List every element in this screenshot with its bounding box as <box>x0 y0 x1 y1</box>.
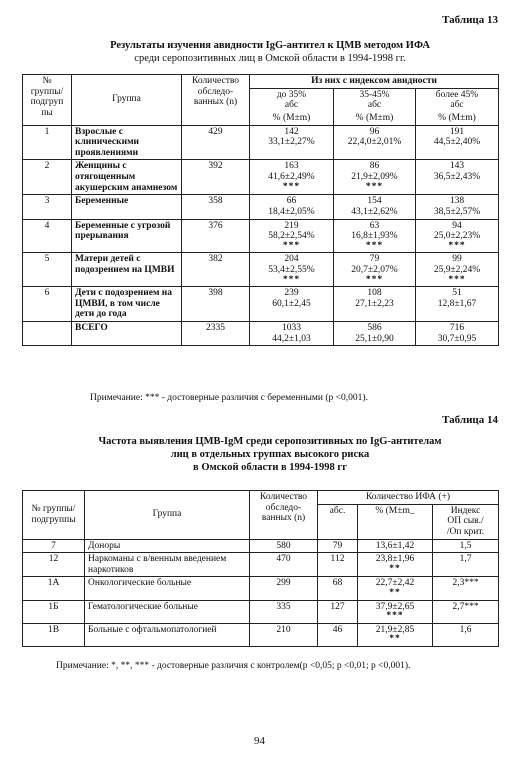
table13-header-pct1: % (M±m) <box>250 112 334 125</box>
row-n: 429 <box>182 125 250 160</box>
table-row <box>23 125 499 160</box>
row-group: Доноры <box>85 539 250 553</box>
table13-header-col2: 35-45% абс <box>334 88 416 112</box>
row-pct: 23,8±1,96 ** <box>358 553 433 577</box>
row-group: Дети с подозрением на ЦМВИ, в том числе дети до года <box>72 287 182 322</box>
row-n: 398 <box>182 287 250 322</box>
table-row <box>23 253 499 287</box>
row-n: 382 <box>182 253 250 287</box>
table13-header-count: Количество обследо- ванных (n) <box>182 75 250 126</box>
row-cell-3: 51 12,8±1,67 <box>416 287 499 322</box>
table14-header-abs: абс. <box>318 504 358 539</box>
row-group: Наркоманы с в/венным введением наркотиков <box>85 553 250 577</box>
row-num: 1 <box>23 125 72 160</box>
row-num: 4 <box>23 219 72 253</box>
row-cell-2: 79 20,7±2,07% *** <box>334 253 416 287</box>
table14-header-idx: Индекс ОП сыв./ /Оп крит. <box>433 504 499 539</box>
row-group: Беременные с угрозой прерывания <box>72 219 182 253</box>
row-num: 5 <box>23 253 72 287</box>
table-row <box>23 219 499 253</box>
row-num: 7 <box>23 539 85 553</box>
table-row <box>23 287 499 322</box>
row-cell-3: 191 44,5±2,40% <box>416 125 499 160</box>
table14-header-group: Группа <box>85 491 250 540</box>
table14-title-line3: в Омской области в 1994-1998 гг <box>193 462 347 473</box>
table14 <box>22 490 499 647</box>
row-n: 2335 <box>182 321 250 345</box>
row-n: 358 <box>182 195 250 219</box>
table14-title-line2: лиц в отдельных группах высокого риска <box>170 449 370 460</box>
table13-header-pct2: % (M±m) <box>334 112 416 125</box>
row-cell-2: 108 27,1±2,23 <box>334 287 416 322</box>
row-num: 12 <box>23 553 85 577</box>
row-abs: 68 <box>318 577 358 600</box>
table13-label: Таблица 13 <box>442 14 498 26</box>
row-num: 1В <box>23 623 85 646</box>
table14-header-pct: % (М±m_ <box>358 504 433 539</box>
row-group: Взрослые с клиническими проявлениями <box>72 125 182 160</box>
row-cell-2: 96 22,4,0±2,01% <box>334 125 416 160</box>
row-cell-3: 143 36,5±2,43% <box>416 160 499 195</box>
table-row <box>23 600 499 623</box>
row-idx: 1,5 <box>433 539 499 553</box>
row-num: 1А <box>23 577 85 600</box>
row-n: 376 <box>182 219 250 253</box>
page-number: 94 <box>254 735 265 747</box>
row-num: 3 <box>23 195 72 219</box>
table13-header-col3: более 45% абс <box>416 88 499 112</box>
table-row <box>23 577 499 600</box>
row-num <box>23 321 72 345</box>
table14-header-span: Количество ИФА (+) <box>318 491 499 505</box>
row-group: ВСЕГО <box>72 321 182 345</box>
row-idx: 1,6 <box>433 623 499 646</box>
row-idx: 2,7*** <box>433 600 499 623</box>
row-abs: 112 <box>318 553 358 577</box>
row-n: 470 <box>250 553 318 577</box>
row-group: Гематологические больные <box>85 600 250 623</box>
row-cell-2: 154 43,1±2,62% <box>334 195 416 219</box>
row-n: 392 <box>182 160 250 195</box>
table-row <box>23 539 499 553</box>
table13-header-row1 <box>23 75 499 89</box>
table-row <box>23 553 499 577</box>
row-group: Онкологические больные <box>85 577 250 600</box>
table14-note: Примечание: *, **, *** - достоверные различия с контролем(р <0,05; р <0,01; р <0,001). <box>56 661 411 671</box>
table13-title-line1: Результаты изучения авидности IgG-антител к ЦМВ методом ИФА <box>110 40 430 51</box>
row-idx: 2,3*** <box>433 577 499 600</box>
table13 <box>22 74 499 346</box>
row-cell-2: 586 25,1±0,90 <box>334 321 416 345</box>
row-cell-3: 716 30,7±0,95 <box>416 321 499 345</box>
table14-header-num: № группы/ подгруппы <box>23 491 85 540</box>
table-row-total <box>23 321 499 345</box>
row-cell-1: 1033 44,2±1,03 <box>250 321 334 345</box>
row-cell-1: 163 41,6±2,49% *** <box>250 160 334 195</box>
table14-title-line1: Частота выявления ЦМВ-IgM среди серопозитивных по IgG-антителам <box>98 436 442 447</box>
row-abs: 46 <box>318 623 358 646</box>
row-abs: 79 <box>318 539 358 553</box>
row-cell-2: 63 16,8±1,93% *** <box>334 219 416 253</box>
table13-header-span: Из них с индексом авидности <box>250 75 499 89</box>
row-group: Матери детей с подозрением на ЦМВИ <box>72 253 182 287</box>
row-pct: 22,7±2,42 ** <box>358 577 433 600</box>
row-num: 1Б <box>23 600 85 623</box>
row-n: 580 <box>250 539 318 553</box>
row-n: 335 <box>250 600 318 623</box>
row-n: 210 <box>250 623 318 646</box>
table13-note: Примечание: *** - достоверные различия с беременными (р <0,001). <box>90 393 368 403</box>
table13-header-num: № группы/ подгруп пы <box>23 75 72 126</box>
row-cell-3: 94 25,0±2,23% *** <box>416 219 499 253</box>
row-cell-1: 142 33,1±2,27% <box>250 125 334 160</box>
row-cell-2: 86 21,9±2,09% *** <box>334 160 416 195</box>
table14-label: Таблица 14 <box>442 414 498 426</box>
row-cell-3: 138 38,5±2,57% <box>416 195 499 219</box>
row-abs: 127 <box>318 600 358 623</box>
row-cell-3: 99 25,9±2,24% *** <box>416 253 499 287</box>
row-cell-1: 66 18,4±2,05% <box>250 195 334 219</box>
row-num: 6 <box>23 287 72 322</box>
table13-title-line2: среди серопозитивных лиц в Омской области в 1994-1998 гг. <box>134 53 406 64</box>
table13-header-col1: до 35% абс <box>250 88 334 112</box>
table13-header-group: Группа <box>72 75 182 126</box>
table-row <box>23 623 499 646</box>
row-cell-1: 219 58,2±2,54% *** <box>250 219 334 253</box>
table14-header-count: Количество обследо- ванных (n) <box>250 491 318 540</box>
table13-header-pct3: % (M±m) <box>416 112 499 125</box>
row-idx: 1,7 <box>433 553 499 577</box>
row-group: Беременные <box>72 195 182 219</box>
row-group: Больные с офтальмопатологией <box>85 623 250 646</box>
row-n: 299 <box>250 577 318 600</box>
table-row <box>23 160 499 195</box>
row-cell-1: 204 53,4±2,55% *** <box>250 253 334 287</box>
row-pct: 37,9±2,65 *** <box>358 600 433 623</box>
row-cell-1: 239 60,1±2,45 <box>250 287 334 322</box>
table14-header-row1 <box>23 491 499 505</box>
row-group: Женщины с отягощенным акушерским анамнезом <box>72 160 182 195</box>
table-row <box>23 195 499 219</box>
row-pct: 21,9±2,85 ** <box>358 623 433 646</box>
row-pct: 13,6±1,42 <box>358 539 433 553</box>
row-num: 2 <box>23 160 72 195</box>
